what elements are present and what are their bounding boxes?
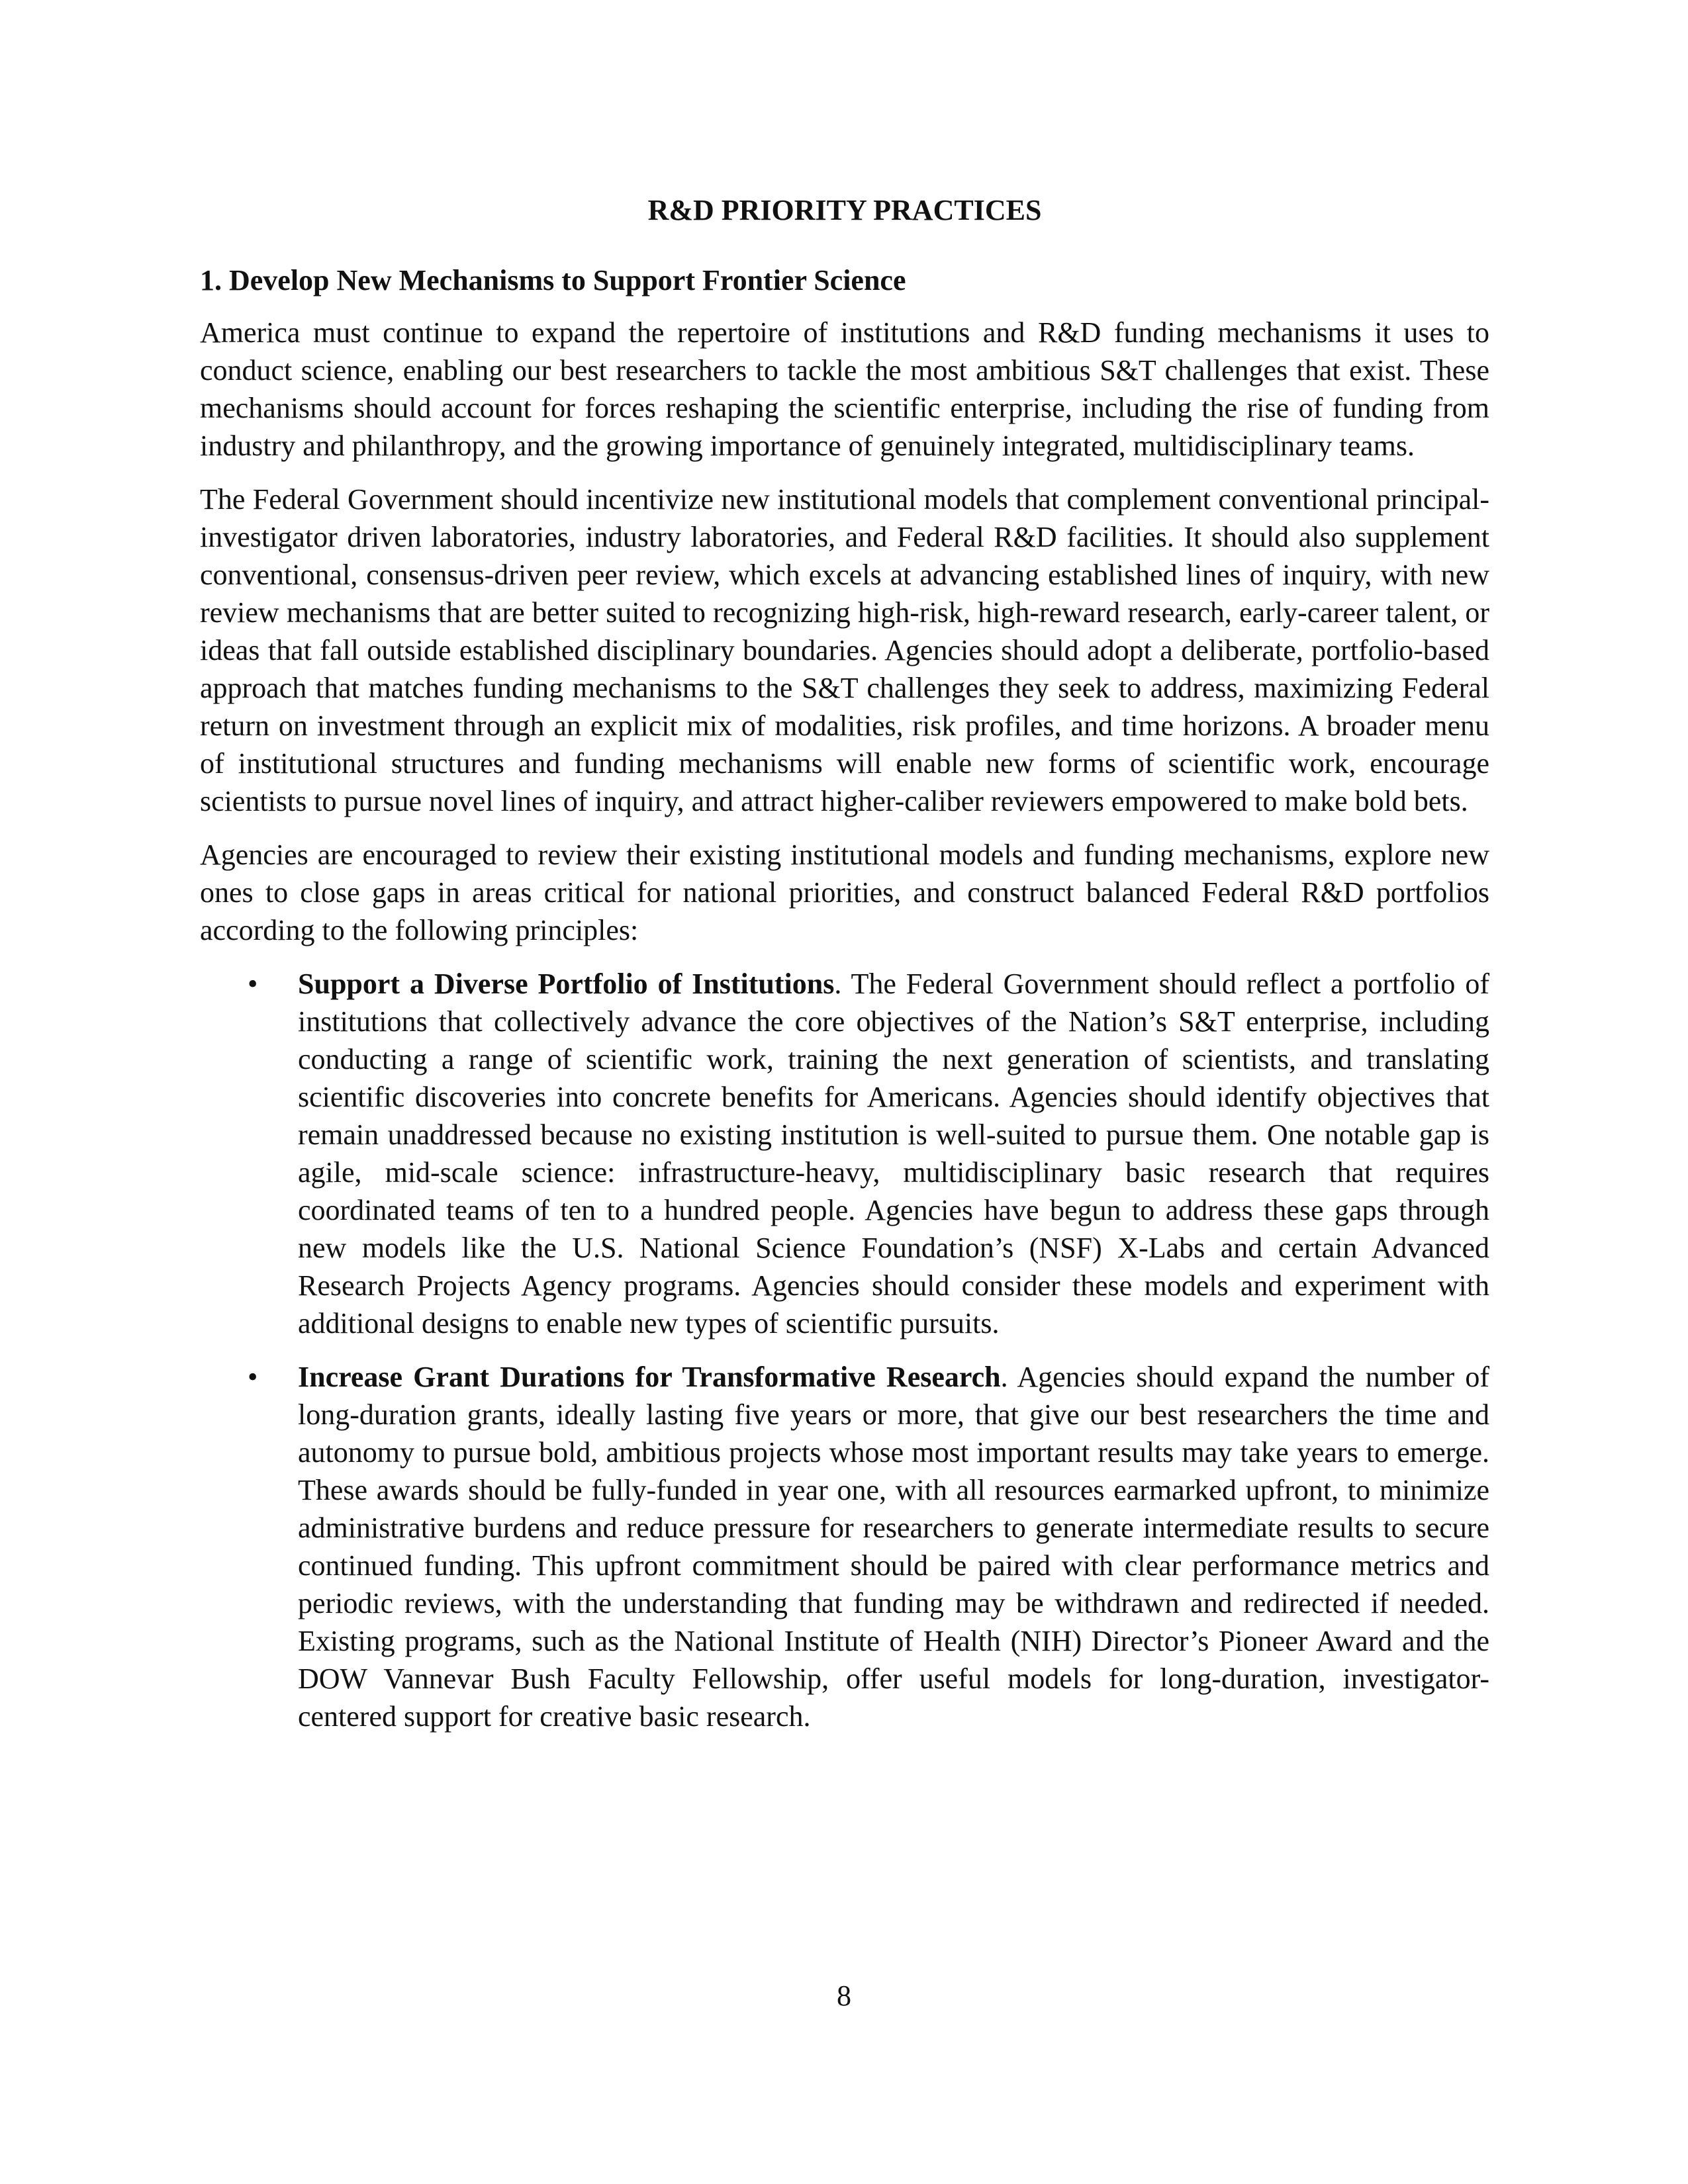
list-item (200, 965, 1489, 1342)
paragraph-1: America must continue to expand the repertoire of institutions and R&D funding mechanisms it uses to conduct science, enabling our best researchers to tackle the most ambitious S&T challenges that exist. These mechanisms should account for forces reshaping the scientific enterprise, including the rise of funding from industry and philanthropy, and the growing importance of genuinely integrated, multidisciplinary teams. (200, 316, 1489, 462)
paragraph-2: The Federal Government should incentivize new institutional models that complement conventional principal-investigator driven laboratories, industry laboratories, and Federal R&D facilities. It should also supplement conventional, consensus-driven peer review, which excels at advancing established lines of inquiry, with new review mechanisms that are better suited to recognizing high-risk, high-reward research, early-career talent, or ideas that fall outside established disciplinary boundaries. Agencies should adopt a deliberate, portfolio-based approach that matches funding mechanisms to the S&T challenges they seek to address, maximizing Federal return on investment through an explicit mix of modalities, risk profiles, and time horizons. A broader menu of institutional structures and funding mechanisms will enable new forms of scientific work, encourage scientists to pursue novel lines of inquiry, and attract higher-caliber reviewers empowered to make bold bets. (200, 483, 1489, 817)
bullet-title: Support a Diverse Portfolio of Institutions (298, 968, 835, 1000)
document-title: R&D PRIORITY PRACTICES (647, 194, 1042, 226)
bullet-icon: • (248, 968, 258, 1000)
bullet-text: . Agencies should expand the number of long-duration grants, ideally lasting five years or more, that give our best researchers the time and autonomy to pursue bold, ambitious projects whose most important results may take years to emerge. These awards should be fully-funded in year one, with all resources earmarked upfront, to minimize administrative burdens and reduce pressure for researchers to generate intermediate results to secure continued funding. This upfront commitment should be paired with clear performance metrics and periodic reviews, with the understanding that funding may be withdrawn and redirected if needed. Existing programs, such as the National Institute of Health (NIH) Director’s Pioneer Award and the DOW Vannevar Bush Faculty Fellowship, offer useful models for long-duration, investigator-centered support for creative basic research. (298, 1361, 1489, 1733)
bullet-text: . The Federal Government should reflect a portfolio of institutions that collectively advance the core objectives of the Nation’s S&T enterprise, including conducting a range of scientific work, training the next generation of scientists, and translating scientific discoveries into concrete benefits for Americans. Agencies should identify objectives that remain unaddressed because no existing institution is well-suited to pursue them. One notable gap is agile, mid-scale science: infrastructure-heavy, multidisciplinary basic research that requires coordinated teams of ten to a hundred people. Agencies have begun to address these gaps through new models like the U.S. National Science Foundation’s (NSF) X-Labs and certain Advanced Research Projects Agency programs. Agencies should consider these models and experiment with additional designs to enable new types of scientific pursuits. (298, 968, 1489, 1340)
section-heading: 1. Develop New Mechanisms to Support Frontier Science (200, 264, 906, 296)
bullet-title: Increase Grant Durations for Transformative Research (298, 1361, 1001, 1393)
paragraph-3: Agencies are encouraged to review their existing institutional models and funding mechanisms, explore new ones to close gaps in areas critical for national priorities, and construct balanced Federal R&D portfolios according to the following principles: (200, 839, 1489, 946)
bullet-icon: • (248, 1361, 258, 1393)
principles-list (200, 965, 1489, 1735)
list-item (200, 1358, 1489, 1735)
document-page (200, 192, 1489, 1751)
page-number: 8 (837, 1979, 851, 2012)
